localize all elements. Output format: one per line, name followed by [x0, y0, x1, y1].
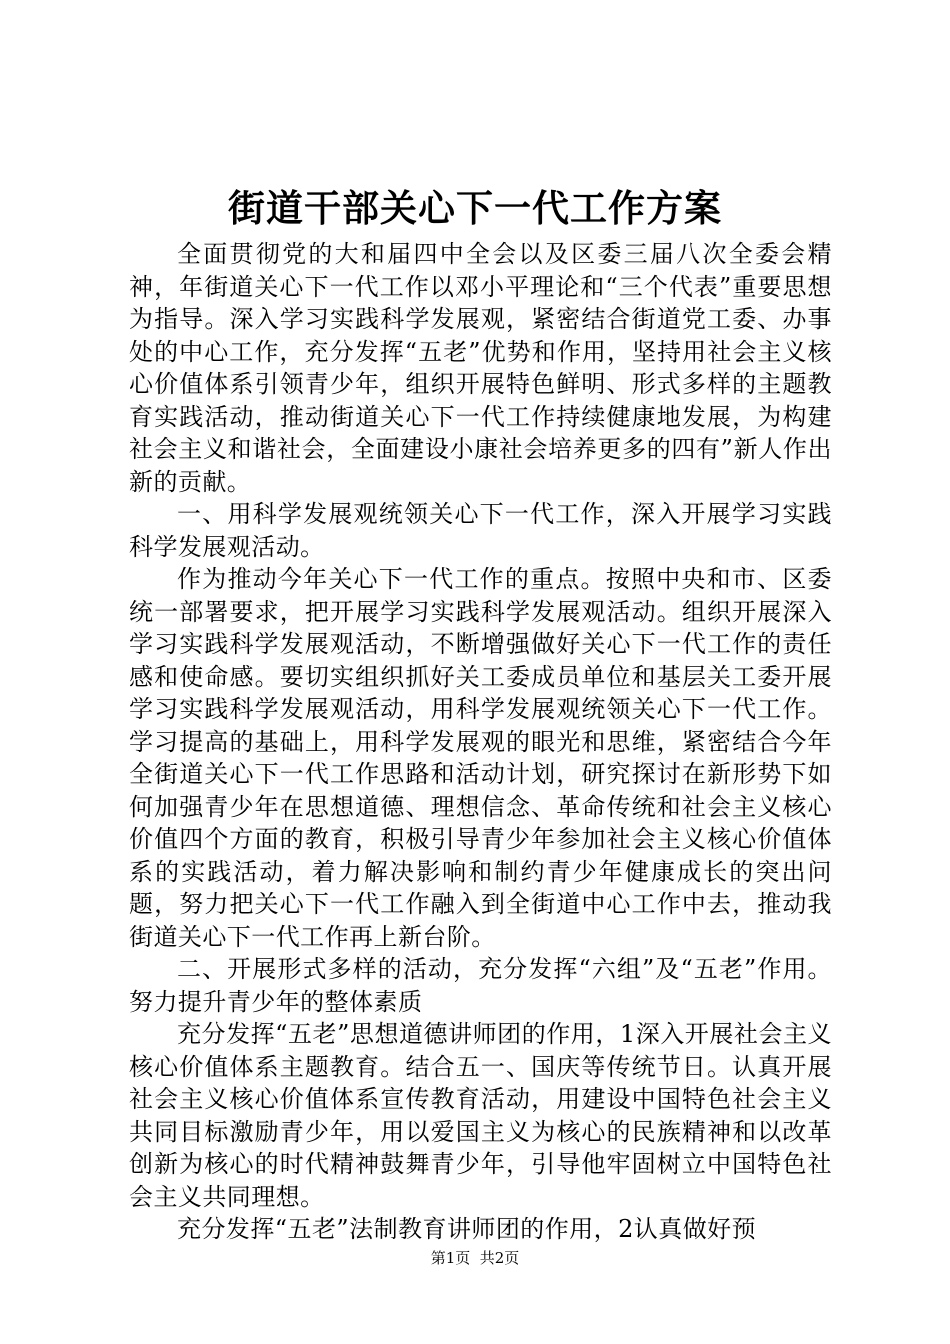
paragraph-intro: 全面贯彻党的大和届四中全会以及区委三届八次全委会精神，年街道关心下一代工作以邓小平理论和“三个代表”重要思想为指导。深入学习实践科学发展观，紧密结合街道党工委、办事处的中心工作，充分发挥“五老”优势和作用，坚持用社会主义核心价值体系引领青少年，组织开展特色鲜明、形式多样的主题教育实践活动，推动街道关心下一代工作持续健康地发展，为构建社会主义和谐社会，全面建设小康社会培养更多的四有”新人作出新的贡献。 [129, 240, 832, 496]
paragraph-section-1: 作为推动今年关心下一代工作的重点。按照中央和市、区委统一部署要求，把开展学习实践科学发展观活动。组织开展深入学习实践科学发展观活动，不断增强做好关心下一代工作的责任感和使命感。要切实组织抓好关工委成员单位和基层关工委开展学习实践科学发展观活动，用科学发展观统领关心下一代工作。学习提高的基础上，用科学发展观的眼光和思维，紧密结合今年全街道关心下一代工作思路和活动计划，研究探讨在新形势下如何加强青少年在思想道德、理想信念、革命传统和社会主义核心价值四个方面的教育，积极引导青少年参加社会主义核心价值体系的实践活动，着力解决影响和制约青少年健康成长的突出问题，努力把关心下一代工作融入到全街道中心工作中去，推动我街道关心下一代工作再上新台阶。 [129, 565, 832, 951]
page-number-label: 第1页 共2页 [430, 1249, 520, 1267]
page-footer [0, 1248, 950, 1268]
paragraph-section-2-item-1: 充分发挥“五老”思想道德讲师团的作用，1深入开展社会主义核心价值体系主题教育。结合五一、国庆等传统节日。认真开展社会主义核心价值体系宣传教育活动，用建设中国特色社会主义共同目标激励青少年，用以爱国主义为核心的民族精神和以改革创新为核心的时代精神鼓舞青少年，引导他牢固树立中国特色社会主义共同理想。 [129, 1020, 832, 1211]
section-heading-1: 一、用科学发展观统领关心下一代工作，深入开展学习实践科学发展观活动。 [129, 500, 832, 561]
section-heading-2: 二、开展形式多样的活动，充分发挥“六组”及“五老”作用。努力提升青少年的整体素质 [129, 955, 832, 1016]
paragraph-section-2-item-2: 充分发挥“五老”法制教育讲师团的作用，2认真做好预 [177, 1215, 757, 1243]
document-body [129, 238, 832, 1246]
document-title: 街道干部关心下一代工作方案 [228, 186, 722, 230]
